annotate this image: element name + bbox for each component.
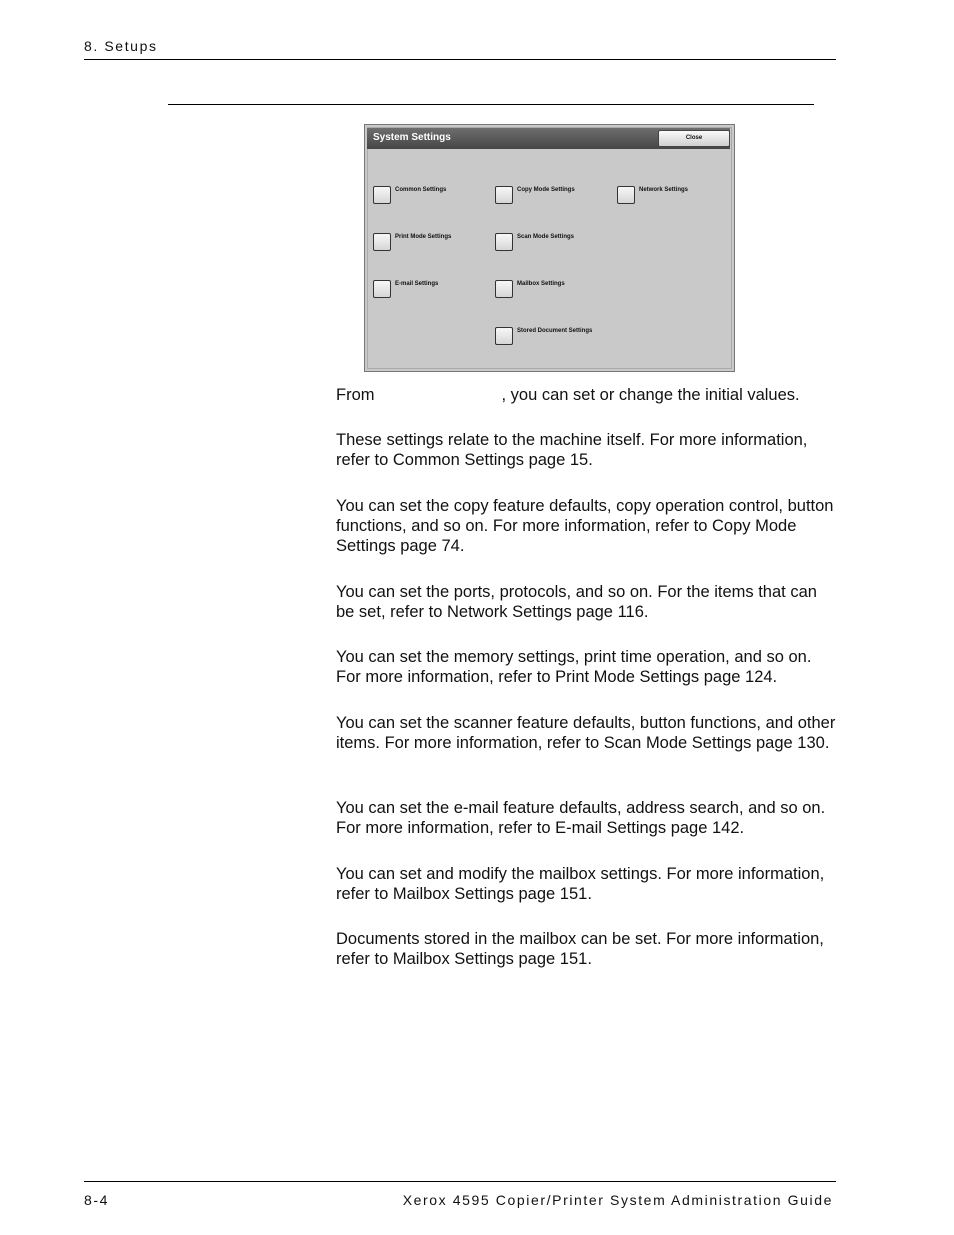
common-settings-checkbox[interactable] (373, 186, 391, 204)
scan-mode-settings-label: Scan Mode Settings (517, 234, 575, 240)
email-settings-checkbox[interactable] (373, 280, 391, 298)
mailbox-settings-checkbox[interactable] (495, 280, 513, 298)
stored-document-settings-paragraph: Documents stored in the mailbox can be set. For more information, refer to Mailbox Settings page 151. (336, 930, 824, 969)
footer-book-title: Xerox 4595 Copier/Printer System Administration Guide (402, 1192, 833, 1208)
email-settings-paragraph: You can set the e-mail feature defaults, address search, and so on. For more information, refer to E-mail Settings page 142. (336, 799, 826, 838)
stored-document-settings-label: Stored Document Settings (517, 328, 593, 334)
close-button[interactable]: Close (658, 130, 730, 147)
intro-suffix: , you can set or change the initial values. (501, 386, 800, 404)
print-mode-settings-checkbox[interactable] (373, 233, 391, 251)
print-mode-settings-label: Print Mode Settings (395, 234, 452, 240)
header-section-title: 8. Setups (84, 38, 158, 54)
scan-mode-settings-checkbox[interactable] (495, 233, 513, 251)
system-settings-screenshot (364, 124, 735, 372)
footer-page-number: 8-4 (84, 1192, 110, 1208)
copy-mode-settings-paragraph: You can set the copy feature defaults, copy operation control, button functions, and so on. For more information, refer to Copy Mode Settings page 74. (336, 497, 834, 556)
network-settings-paragraph: You can set the ports, protocols, and so on. For the items that can be set, refer to Network Settings page 116. (336, 583, 817, 622)
mailbox-settings-paragraph: You can set and modify the mailbox settings. For more information, refer to Mailbox Settings page 151. (336, 865, 825, 904)
footer-rule (84, 1181, 836, 1182)
print-mode-settings-paragraph: You can set the memory settings, print time operation, and so on. For more information, refer to Print Mode Settings page 124. (336, 648, 812, 687)
mailbox-settings-label: Mailbox Settings (517, 281, 565, 287)
copy-mode-settings-checkbox[interactable] (495, 186, 513, 204)
network-settings-label: Network Settings (639, 187, 689, 193)
copy-mode-settings-label: Copy Mode Settings (517, 187, 575, 193)
network-settings-checkbox[interactable] (617, 186, 635, 204)
common-settings-paragraph: These settings relate to the machine itself. For more information, refer to Common Settings page 15. (336, 431, 808, 470)
section-rule (168, 104, 814, 105)
email-settings-label: E-mail Settings (395, 281, 439, 287)
scan-mode-settings-paragraph: You can set the scanner feature defaults, button functions, and other items. For more information, refer to Scan Mode Settings page 130. (336, 714, 836, 753)
header-rule (84, 59, 836, 60)
common-settings-label: Common Settings (395, 187, 447, 193)
intro-prefix: From (336, 386, 375, 404)
stored-document-settings-checkbox[interactable] (495, 327, 513, 345)
intro-paragraph (336, 385, 836, 405)
screenshot-titlebar (367, 128, 730, 149)
screenshot-title: System Settings (373, 132, 451, 143)
